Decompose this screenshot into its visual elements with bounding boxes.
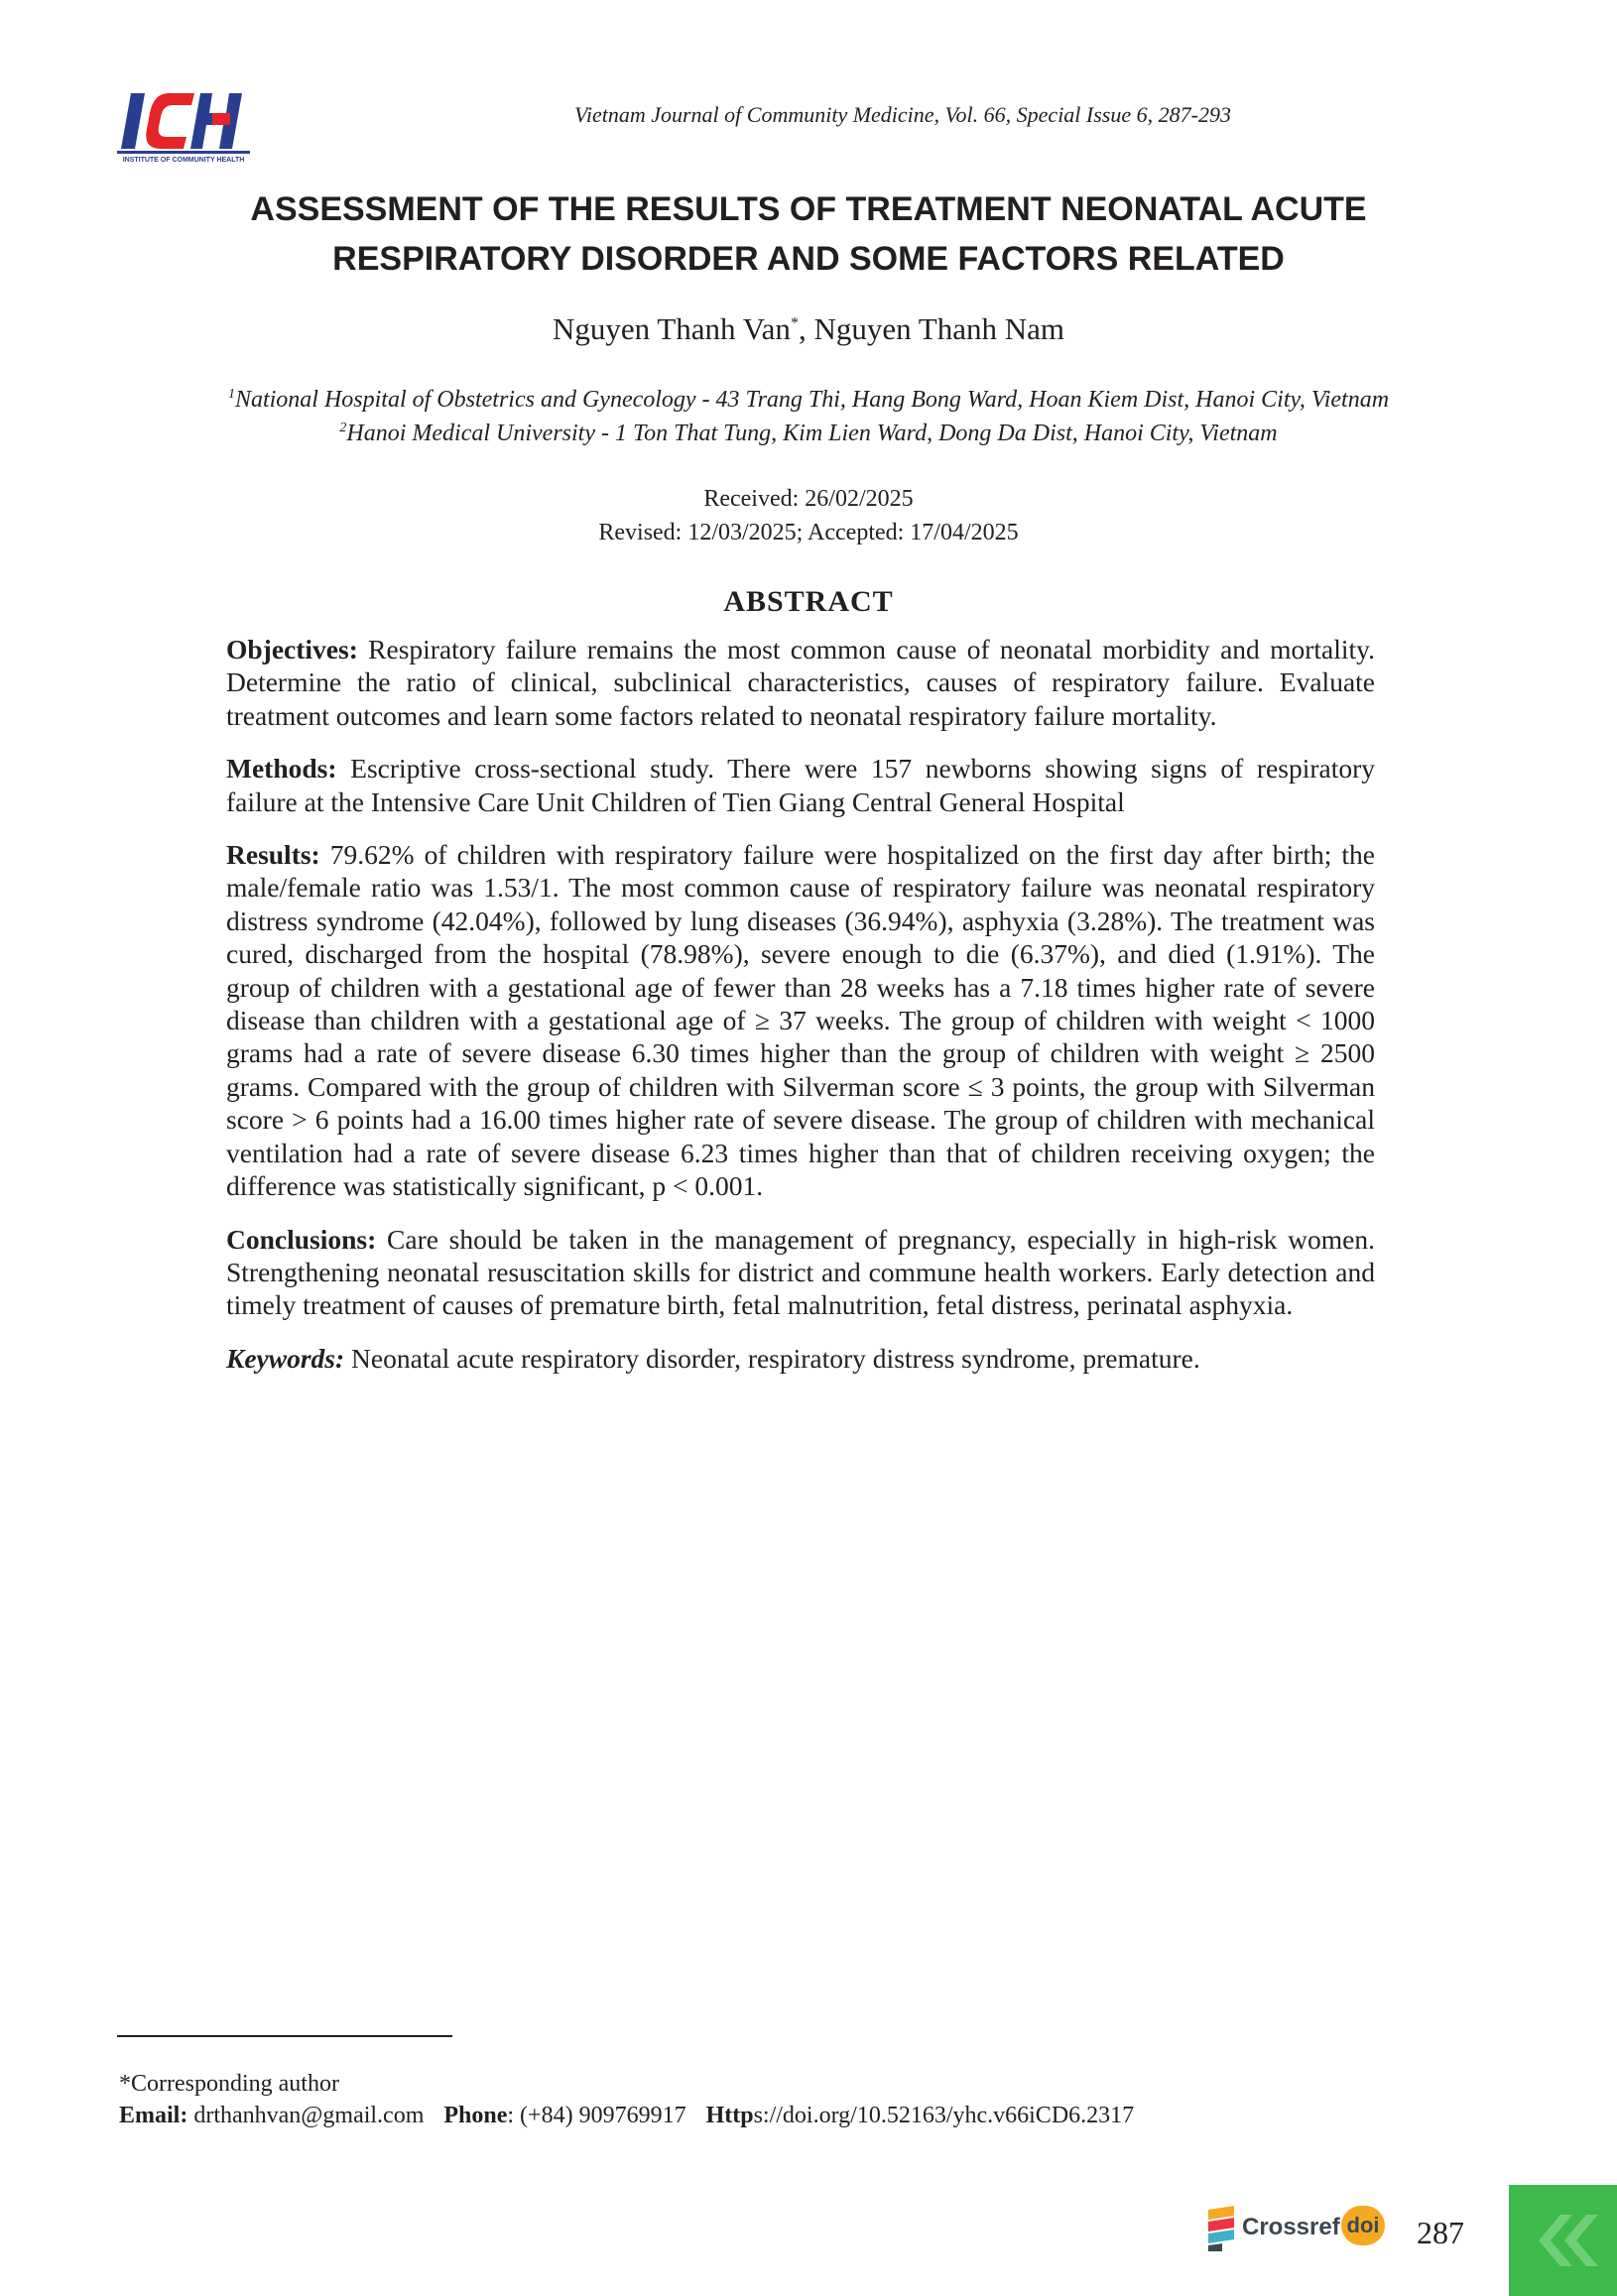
objectives-text: Respiratory failure remains the most common cause of neonatal morbidity and mortality. Determine the ratio of clinical, subclinical characteristics, causes of respiratory failure. Evaluate treatment outcomes and learn some factors related to neonatal respiratory failure mortality. <box>226 634 1375 731</box>
objectives-paragraph <box>226 633 1375 732</box>
phone-label: Phone <box>443 2103 508 2128</box>
affiliation-2-mark: 2 <box>339 421 347 435</box>
methods-text: Escriptive cross-sectional study. There were 157 newborns showing signs of respiratory failure at the Intensive Care Unit Children of Tien Giang Central General Hospital <box>226 753 1375 817</box>
affiliation-1-text: National Hospital of Obstetrics and Gynecology - 43 Trang Thi, Hang Bong Ward, Hoan Kiem Dist, Hanoi City, Vietnam <box>234 387 1390 413</box>
email-label: Email: <box>119 2103 188 2128</box>
author-list <box>0 311 1617 347</box>
crossref-badge[interactable] <box>1202 2204 1391 2253</box>
objectives-label: Objectives: <box>226 634 358 665</box>
methods-paragraph <box>226 752 1375 818</box>
paper-title <box>139 184 1478 284</box>
keywords-label: Keywords: <box>226 1342 345 1374</box>
results-label: Results: <box>226 839 320 871</box>
revised-accepted-date: Revised: 12/03/2025; Accepted: 17/04/2025 <box>598 520 1019 545</box>
logo-caption: INSTITUTE OF COMMUNITY HEALTH <box>122 157 245 164</box>
author-2: Nguyen Thanh Nam <box>813 311 1064 346</box>
received-date: Received: 26/02/2025 <box>703 486 914 512</box>
results-paragraph <box>226 838 1375 1202</box>
conclusions-text: Care should be taken in the management of pregnancy, especially in high-risk women. Strengthening neonatal resuscitation skills for district and commune health workers. Early detection and timely treatment of causes of premature birth, fetal malnutrition, fetal distress, perinatal asphyxia. <box>226 1223 1375 1321</box>
footnote-divider <box>117 2035 452 2037</box>
phone-value: : (+84) 909769917 <box>507 2103 686 2128</box>
doi-badge: doi <box>1341 2206 1385 2245</box>
conclusions-paragraph <box>226 1223 1375 1322</box>
title-line-2: RESPIRATORY DISORDER AND SOME FACTORS RELATED <box>332 240 1285 278</box>
keywords-text: Neonatal acute respiratory disorder, respiratory distress syndrome, premature. <box>344 1342 1200 1374</box>
contact-line <box>119 2103 1134 2129</box>
doi-https-label: Http <box>705 2103 754 2128</box>
corresponding-mark: * <box>790 314 799 332</box>
email-link[interactable]: drthanhvan@gmail.com <box>187 2103 425 2128</box>
corresponding-author-note: *Corresponding author <box>119 2071 339 2097</box>
author-1: Nguyen Thanh Van <box>553 311 791 346</box>
affiliation-1-mark: 1 <box>227 387 235 402</box>
methods-label: Methods: <box>226 753 337 785</box>
results-text: 79.62% of children with respiratory failure were hospitalized on the first day after birth; the male/female ratio was 1.53/1. The most common cause of respiratory failure was neonatal respiratory distress syndrome (42.04%), followed by lung diseases (36.94%), asphyxia (3.28%). The treatment was cured, discharged from the hospital (78.98%), severe enough to die (6.37%), and died (1.91%). The group of children with a gestational age of fewer than 28 weeks has a 7.18 times higher rate of severe disease than children with a gestational age of ≥ 37 weeks. The group of children with weight < 1000 grams had a rate of severe disease 6.30 times higher than the group of children with weight ≥ 2500 grams. Compared with the group of children with Silverman score ≤ 3 points, the group with Silverman score > 6 points had a 16.00 times higher rate of severe disease. The group of children with mechanical ventilation had a rate of severe disease 6.23 times higher than that of children receiving oxygen; the difference was statistically significant, p < 0.001. <box>226 839 1375 1202</box>
doi-link[interactable]: s://doi.org/10.52163/yhc.v66iCD6.2317 <box>753 2103 1135 2128</box>
conclusions-label: Conclusions: <box>226 1223 377 1255</box>
double-chevron-left-icon <box>1509 2185 1617 2296</box>
keywords-paragraph <box>226 1342 1375 1375</box>
page-number: 287 <box>1417 2215 1464 2250</box>
page-tab <box>1509 2185 1617 2296</box>
abstract-heading: ABSTRACT <box>723 585 894 618</box>
title-line-1: ASSESSMENT OF THE RESULTS OF TREATMENT NEONATAL ACUTE <box>250 190 1367 228</box>
author-separator: , <box>798 311 814 346</box>
affiliation-2-text: Hanoi Medical University - 1 Ton That Tung, Kim Lien Ward, Dong Da Dist, Hanoi City, Vietnam <box>346 421 1278 446</box>
crossref-icon <box>1204 2206 1240 2251</box>
journal-reference: Vietnam Journal of Community Medicine, Vol. 66, Special Issue 6, 287-293 <box>574 102 1231 127</box>
affiliation-2 <box>0 421 1617 447</box>
abstract-body <box>226 633 1375 1394</box>
affiliation-1 <box>0 387 1617 414</box>
crossref-label: Crossref <box>1242 2214 1340 2240</box>
